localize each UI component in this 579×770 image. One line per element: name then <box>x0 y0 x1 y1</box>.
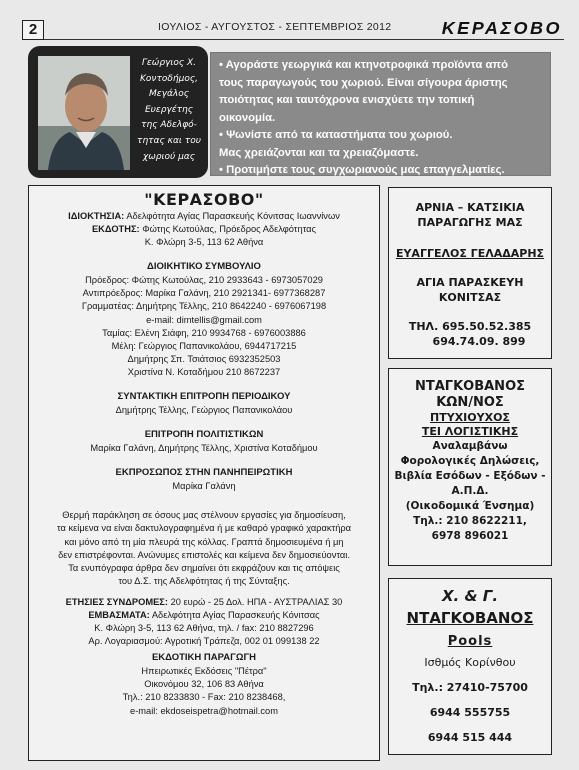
notice-line: • Αγοράστε γεωργικά και κτηνοτροφικά προϊόντα από <box>219 59 508 71</box>
board-title: ΔΙΟΙΚΗΤΙΚΟ ΣΥΜΒΟΥΛΙΟ <box>147 261 261 273</box>
production-line: e-mail: ekdoseispetra@hotmail.com <box>130 705 278 716</box>
ad3-phone: Τηλ.: 27410-75700 <box>412 681 528 694</box>
ad2-line: ΚΩΝ/ΝΟΣ <box>436 395 504 410</box>
ad3-phone: 6944 515 444 <box>427 731 513 744</box>
page-header <box>8 18 572 40</box>
notice-line: • Προτιμήστε τους συγχωριανούς μας επαγγελματίες. <box>219 164 505 176</box>
ad2-line: Βιβλία Εσόδων - Εξόδων - <box>394 470 546 482</box>
ad3-line: ΝΤΑΓΚΟΒΑΝΟΣ <box>406 609 534 627</box>
publisher-line: ΕΚΔΟΤΗΣ: Φώτης Κωτούλας, Πρόεδρος Αδελφότητας <box>91 224 317 235</box>
ad3-phone: 6944 555755 <box>429 706 511 719</box>
request-line: τα κείμενα να είναι δακτυλογραφημένα ή με καθαρό γραφικό χαρακτήρα <box>56 523 352 534</box>
culture-title: ΕΠΙΤΡΟΠΗ ΠΟΛΙΤΙΣΤΙΚΩΝ <box>144 429 264 441</box>
remittance-detail: Αρ. Λογαριασμού: Αγροτική Τράπεζα, 002 01 099138 22 <box>88 636 320 647</box>
request-line: δεν επιστρέφονται. Ανώνυμες επιστολές και κείμενα δεν δημοσιεύονται. <box>58 549 350 560</box>
ad1-line: ΚΟΝΙΤΣΑΣ <box>438 291 502 304</box>
board-line: Ταμίας: Ελένη Σιάφη, 210 9934768 - 6976003886 <box>102 327 306 338</box>
ad2-line: (Οικοδομικά Ένσημα) <box>405 500 535 512</box>
board-line: Γραμματέας: Δημήτρης Τέλλης, 210 8642240 - 6976067198 <box>81 301 327 312</box>
production-title: ΕΚΔΟΤΙΚΗ ΠΑΡΑΓΩΓΗ <box>151 652 257 664</box>
ad2-line: Α.Π.Δ. <box>451 485 489 497</box>
request-line: και μόνο από τη μία πλευρά της κόλλας. Γραπτά δημοσιευμένα ή μη <box>64 536 344 547</box>
ad3-line: Pools <box>447 634 493 649</box>
editorial-title: ΣΥΝΤΑΚΤΙΚΗ ΕΠΙΤΡΟΠΗ ΠΕΡΙΟΔΙΚΟΥ <box>117 391 291 403</box>
ad2-phone: 6978 896021 <box>431 530 509 542</box>
request-line: Θερμή παράκληση σε όσους μας στέλνουν εργασίες για δημοσίευση, <box>62 510 346 521</box>
board-line: Δημήτρης Σπ. Τσιάτσιος 6932352503 <box>127 353 281 364</box>
ad3-line: Χ. & Γ. <box>441 587 499 605</box>
remittance-line: ΕΜΒΑΣΜΑΤΑ: Αδελφότητα Αγίας Παρασκευής Κόνιτσας <box>88 609 320 620</box>
notice-line: Μας χρειάζονται και τα χρειαζόμαστε. <box>219 146 419 159</box>
imprint-box <box>28 185 380 761</box>
ad2-phone: Τηλ.: 210 8622211, <box>413 515 527 527</box>
remittance-detail: Κ. Φλώρη 3-5, 113 62 Αθήνα, τηλ. / fax: 210 8827296 <box>94 623 314 634</box>
production-line: Τηλ.: 210 8233830 - Fax: 210 8238468, <box>122 692 286 703</box>
board-line: Αντιπρόεδρος: Μαρίκα Γαλάνη, 210 2921341- 6977368287 <box>82 288 326 299</box>
request-line: του Δ.Σ. της Αδελφότητας ή της Σύνταξης. <box>118 575 290 586</box>
culture-members: Μαρίκα Γαλάνη, Δημήτρης Τέλλης, Χριστίνα Κοταδήμου <box>90 443 318 454</box>
ad1-line: ΠΑΡΑΓΩΓΗΣ ΜΑΣ <box>417 216 523 229</box>
board-line: e-mail: dimtellis@gmail.com <box>146 314 262 325</box>
ad-lambs-goats <box>388 187 552 359</box>
production-line: Ηπειρωτικές Εκδόσεις "Πέτρα" <box>141 666 267 677</box>
notice-line: ποιότητας και ταυτόχρονα ενισχύετε την τοπική <box>219 94 475 106</box>
board-line: Χριστίνα Ν. Κοταδήμου 210 8672237 <box>127 366 281 377</box>
owner-line: ΙΔΙΟΚΤΗΣΙΑ: Αδελφότητα Αγίας Παρασκευής Κόνιτσας Ιωαννίνων <box>68 211 340 221</box>
production-line: Οικονόμου 32, 106 83 Αθήνα <box>144 679 264 690</box>
request-line: Τα ενυπόγραφα άρθρα δεν σημαίνει ότι εκφράζουν και τις απόψεις <box>68 562 340 573</box>
ad1-phone: 694.74.09. 899 <box>432 335 526 348</box>
address-line: Κ. Φλώρη 3-5, 113 62 Αθήνα <box>144 237 264 248</box>
ad2-line: Φορολογικές Δηλώσεις, <box>400 455 540 467</box>
benefactor-profile <box>28 46 208 178</box>
notice-line: τους παραγωγούς του χωριού. Είναι σίγουρα άριστης <box>219 76 508 89</box>
board-line: Μέλη: Γεώργιος Παπανικολάου, 6944717215 <box>111 340 297 351</box>
page-number: 2 <box>22 20 44 40</box>
brand-title: ΚΕΡΑΣΟΒΟ <box>441 18 562 38</box>
ad-pools <box>388 578 552 755</box>
subscriptions-line: ΕΤΗΣΙΕΣ ΣΥΝΔΡΟΜΕΣ: 20 ευρώ - 25 Δολ. ΗΠΑ - ΑΥΣΤΡΑΛΙΑΣ 30 <box>65 596 343 607</box>
support-local-notice <box>210 52 551 176</box>
board-line: Πρόεδρος: Φώτης Κωτούλας, 210 2933643 - 6973057029 <box>85 275 323 286</box>
ad3-line: Ισθμός Κορίνθου <box>424 656 516 669</box>
header-rule <box>44 39 564 40</box>
representative-name: Μαρίκα Γαλάνη <box>172 481 236 492</box>
ad1-line: ΑΡΝΙΑ – ΚΑΤΣΙΚΙΑ <box>415 201 525 214</box>
ad1-phone: ΤΗΛ. 695.50.52.385 <box>408 320 532 333</box>
ad-accountant <box>388 368 552 566</box>
ad2-line: ΝΤΑΓΚΟΒΑΝΟΣ <box>415 379 525 394</box>
portrait-image <box>38 56 130 170</box>
ad2-line: ΠΤΥΧΙΟΥΧΟΣ <box>430 411 510 424</box>
benefactor-caption: Γεώργιος Χ. Κοντοδήμος, Μεγάλος Ευεργέτης της Αδελφό- τητας και του χωριού μας <box>137 58 201 162</box>
editorial-members: Δημήτρης Τέλλης, Γεώργιος Παπανικολάου <box>115 405 293 416</box>
issue-date: ΙΟΥΛΙΟΣ - ΑΥΓΟΥΣΤΟΣ - ΣΕΠΤΕΜΒΡΙΟΣ 2012 <box>158 21 392 33</box>
imprint-title: "ΚΕΡΑΣΟΒΟ" <box>144 190 264 209</box>
benefactor-photo <box>38 56 130 170</box>
notice-line: οικονομία. <box>219 111 276 124</box>
ad2-line: ΤΕΙ ΛΟΓΙΣΤΙΚΗΣ <box>421 425 519 438</box>
ad1-line: ΑΓΙΑ ΠΑΡΑΣΚΕΥΗ <box>416 276 524 289</box>
ad1-name: ΕΥΑΓΓΕΛΟΣ ΓΕΛΑΔΑΡΗΣ <box>395 247 545 260</box>
notice-line: • Ψωνίστε από τα καταστήματα του χωριού. <box>219 129 453 141</box>
representative-title: ΕΚΠΡΟΣΩΠΟΣ ΣΤΗΝ ΠΑΝΗΠΕΙΡΩΤΙΚΗ <box>115 467 293 479</box>
ad2-line: Αναλαμβάνω <box>432 440 508 452</box>
